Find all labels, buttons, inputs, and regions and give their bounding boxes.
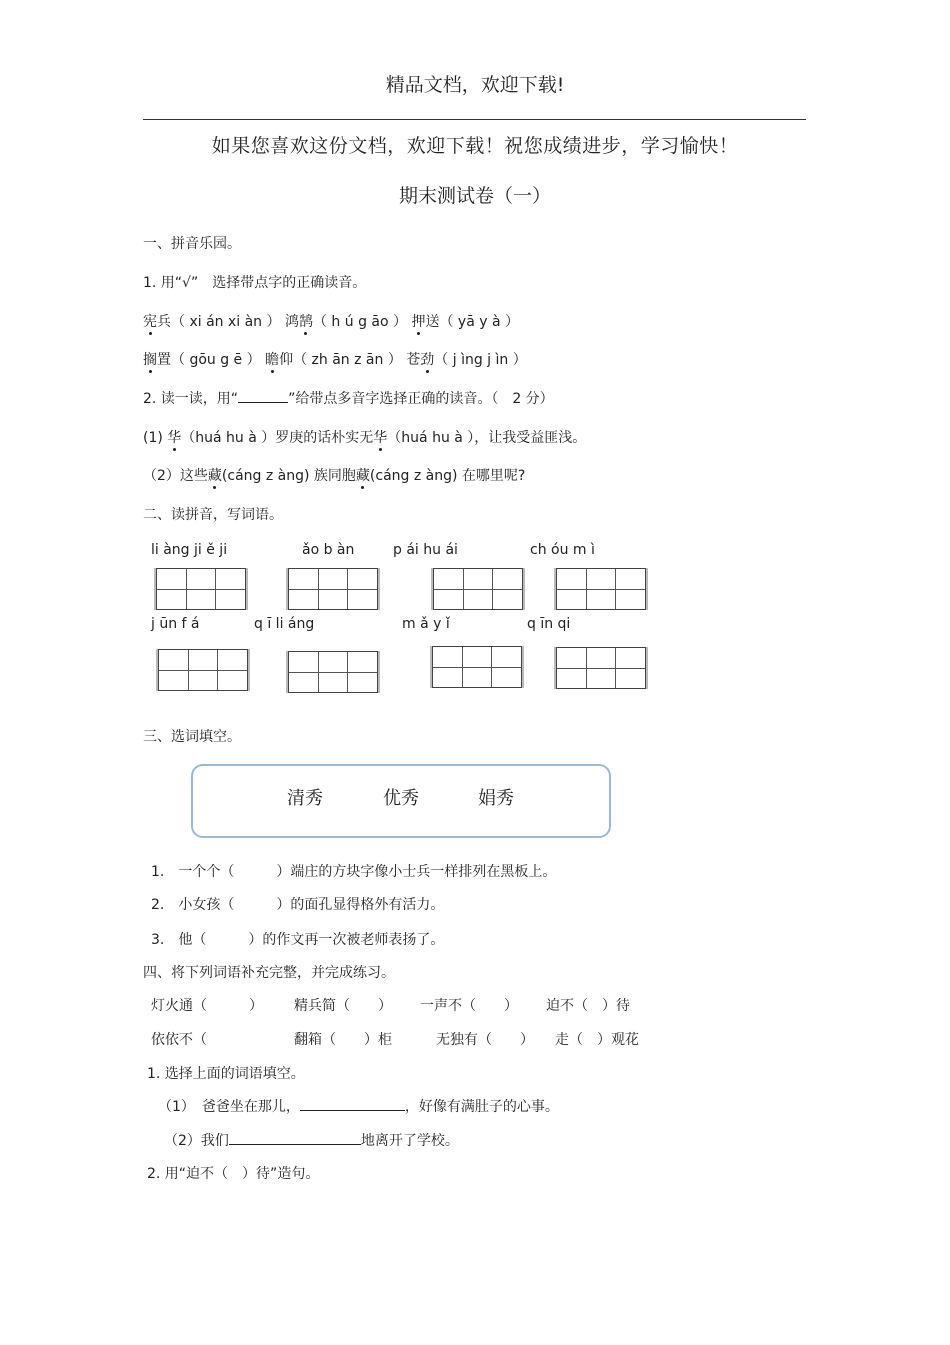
dotted-char: 瞻 — [265, 352, 280, 368]
idiom-item: 无独有（ ） — [436, 1032, 534, 1048]
header-title: 精品文档，欢迎下载! — [385, 74, 565, 96]
idiom-item: 灯火通（ ） — [151, 998, 263, 1014]
pinyin-label: q ī li áng — [254, 616, 315, 632]
section4-q1b — [164, 1130, 459, 1150]
q1-row1 — [143, 311, 519, 331]
answer-blank[interactable] — [229, 1144, 361, 1145]
word-bank-item: 优秀 — [383, 788, 419, 809]
q2-prompt — [143, 388, 554, 408]
text: （1） 爸爸坐在那儿， — [158, 1099, 300, 1115]
writing-grid[interactable] — [288, 568, 378, 610]
char: 鸿 — [284, 314, 299, 330]
pinyin-label: ǎo b àn — [302, 542, 355, 558]
pinyin-choice: 仰（ zh ān z ān ） — [279, 352, 402, 368]
pinyin-label: m ǎ y ǐ — [402, 616, 450, 632]
pinyin-choice: （ j ìng j ìn ） — [434, 352, 527, 368]
prompt-part: ”给带点多音字选择正确的读音。（ 2 分） — [288, 391, 554, 407]
dotted-char: 押 — [411, 314, 426, 330]
writing-grid[interactable] — [158, 649, 248, 691]
section2-heading: 二、读拼音，写词语。 — [143, 507, 283, 523]
idiom-item: 精兵简（ ） — [294, 998, 392, 1014]
text: （huá hu à ），让我受益匪浅。 — [387, 430, 587, 446]
section4-q1a — [158, 1096, 559, 1116]
q1-row2 — [143, 349, 527, 369]
pinyin-label: p ái hu ái — [393, 542, 458, 558]
dotted-char: 华 — [373, 430, 388, 446]
text: （2）我们 — [164, 1133, 229, 1149]
q1-prompt: 1. 用“√” 选择带点字的正确读音。 — [143, 275, 367, 291]
dotted-char: 搁 — [143, 352, 157, 368]
pinyin-label: li àng ji ě ji — [151, 542, 228, 558]
idiom-item: 走（ ）观花 — [555, 1032, 639, 1048]
text: 地离开了学校。 — [360, 1133, 459, 1149]
word-bank-item: 清秀 — [287, 788, 323, 809]
pinyin-choice: （ h ú g āo ） — [312, 314, 407, 330]
prompt-part: 2. 读一读，用“ — [143, 391, 239, 407]
writing-grid[interactable] — [288, 651, 378, 693]
idiom-item: 迫不（ ）待 — [546, 998, 630, 1014]
promo-text: 如果您喜欢这份文档，欢迎下载！祝您成绩进步，学习愉快！ — [211, 135, 739, 157]
pinyin-choice: 置（ gōu g ē ） — [157, 352, 261, 368]
writing-grid[interactable] — [556, 568, 646, 610]
text: （huá hu à ）罗庚的话朴实无 — [181, 430, 374, 446]
section4-q1: 1. 选择上面的词语填空。 — [147, 1066, 305, 1082]
fill-item: 2. 小女孩（ ）的面孔显得格外有活力。 — [151, 897, 445, 913]
q2-sentence1 — [143, 427, 586, 447]
idiom-item: 依依不（ — [151, 1032, 207, 1048]
dotted-char: 鹄 — [298, 314, 313, 330]
dotted-char: 藏 — [207, 468, 222, 484]
fill-item: 3. 他（ ）的作文再一次被老师表扬了。 — [151, 932, 445, 948]
text: ，好像有满肚子的心事。 — [404, 1099, 559, 1115]
dotted-char: 劲 — [420, 352, 435, 368]
pinyin-choice: 送（ yā y à ） — [425, 314, 519, 330]
pinyin-label: j ūn f á — [151, 616, 200, 632]
idiom-item: 一声不（ ） — [420, 998, 518, 1014]
pinyin-choice: 兵（ xi án xi àn ） — [157, 314, 281, 330]
word-bank-item: 娟秀 — [478, 788, 514, 809]
section3-heading: 三、选词填空。 — [143, 729, 241, 745]
pinyin-label: ch óu m ì — [530, 542, 595, 558]
char: 苍 — [406, 352, 421, 368]
writing-grid[interactable] — [432, 646, 522, 688]
section1-heading: 一、拼音乐园。 — [143, 236, 241, 252]
text: (cáng z àng) 族同胞 — [221, 468, 356, 484]
dotted-char: 华 — [167, 430, 182, 446]
section4-q2: 2. 用“迫不（ ）待”造句。 — [147, 1166, 320, 1182]
writing-grid[interactable] — [156, 568, 246, 610]
pinyin-label: q īn qi — [527, 616, 571, 632]
section4-heading: 四、将下列词语补充完整，并完成练习。 — [143, 965, 395, 981]
text: (1) — [143, 430, 168, 446]
writing-grid[interactable] — [556, 647, 646, 689]
q2-sentence2 — [143, 465, 525, 485]
answer-blank[interactable] — [238, 402, 288, 403]
writing-grid[interactable] — [433, 568, 523, 610]
fill-item: 1. 一个个（ ）端庄的方块字像小士兵一样排列在黑板上。 — [151, 864, 557, 880]
text: （2）这些 — [143, 468, 208, 484]
text: (cáng z àng) 在哪里呢? — [369, 468, 526, 484]
idiom-item: 翻箱（ ）柜 — [294, 1032, 392, 1048]
dotted-char: 藏 — [355, 468, 370, 484]
header-divider — [143, 119, 806, 120]
answer-blank[interactable] — [300, 1110, 405, 1111]
dotted-char: 宪 — [143, 314, 157, 330]
paper-title: 期末测试卷（一） — [398, 185, 551, 207]
